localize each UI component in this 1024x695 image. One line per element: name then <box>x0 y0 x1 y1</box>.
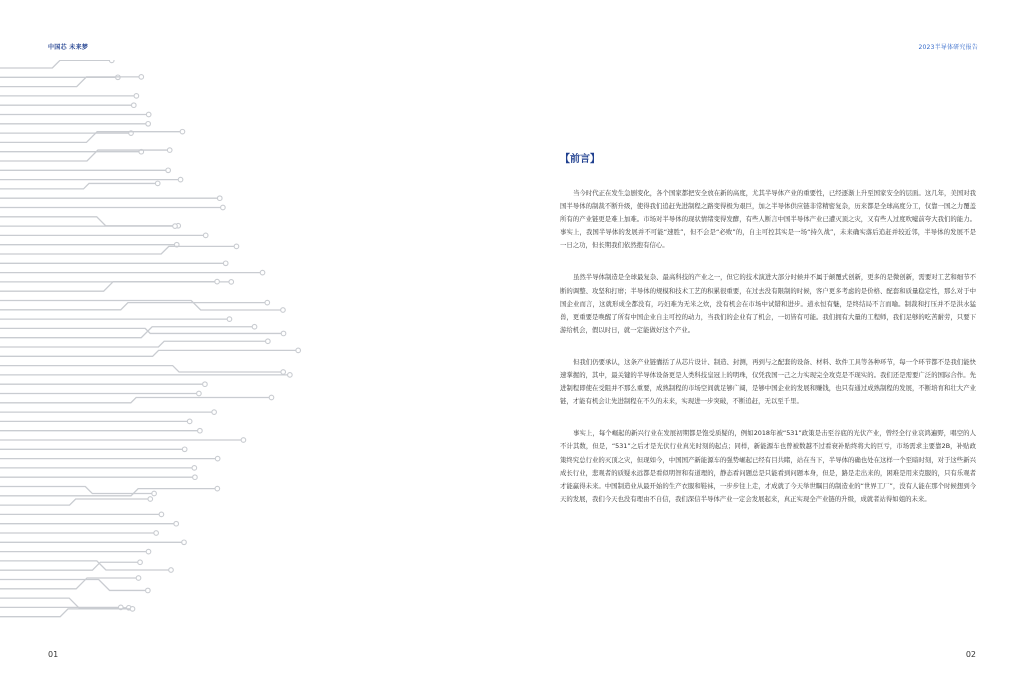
circuit-node <box>229 280 234 285</box>
circuit-node <box>167 148 172 153</box>
circuit-node <box>234 244 239 249</box>
circuit-trace <box>0 328 281 333</box>
circuit-node <box>146 122 151 127</box>
circuit-node <box>152 491 157 496</box>
circuit-node <box>148 497 153 502</box>
circuit-node <box>166 168 171 173</box>
circuit-node <box>131 103 136 108</box>
circuit-node <box>203 382 208 387</box>
circuit-node <box>109 60 114 63</box>
circuit-node <box>139 75 144 80</box>
circuit-trace <box>0 366 281 372</box>
circuit-node <box>138 560 143 565</box>
preface-paragraph: 事实上，每个崛起的新兴行业在发展初期都是饱受质疑的，例如2018年被“531”政策是击至谷底的光伏产业，曾经全行业哀鸿遍野，唱空的人不计其数，但是，“531”之后才是光伏行业真光时刻的起点；同样，新能源车也曾被数越不过看衰补贴终将大的巨亏，市场需求主要靠2B，补贴政策终究总行业的灭顶之灾，但现如今，中国国产新能源车的强势崛起已经有目共睹，站在当下，半导体的确也处在这样一个至暗时刻，对于这些新兴成长行业，悲观者的质疑永远都是看似明智和有道理的，静态看问题总是只能看到问题本身，但是，路是走出来的，困难是用来克服的，只有乐观者才能赢得未来。中国制造业从最开始的生产衣服和鞋袜，一步步往上走，才成就了今天举世瞩目的制造业的“世界工厂”，没有人能在那个时候想到今天的发展，我们今天也没有理由不自信，我们深信半导体产业一定会发展起来，真正实现全产业链的升级，成就者站得如姐的未来。 <box>560 429 976 503</box>
header-report-title: 2023半导体研究报告 <box>918 44 978 51</box>
circuit-node <box>281 370 286 375</box>
circuit-node <box>146 112 151 117</box>
header-slogan: 中国芯 未来梦 <box>48 44 89 51</box>
circuit-node <box>130 607 135 612</box>
circuit-node <box>281 308 286 313</box>
circuit-node <box>217 196 222 201</box>
preface-section <box>560 150 976 525</box>
circuit-node <box>174 521 179 526</box>
circuit-node <box>215 279 220 284</box>
circuit-node <box>215 456 220 461</box>
circuit-node <box>241 438 246 443</box>
circuit-node <box>265 300 270 305</box>
circuit-node <box>223 261 228 266</box>
circuit-node <box>266 339 271 344</box>
circuit-node <box>212 410 217 415</box>
circuit-node <box>146 588 151 593</box>
page-number-left: 01 <box>48 650 59 659</box>
circuit-node <box>134 94 139 99</box>
preface-paragraph: 当今时代正在发生急剧变化，各个国家都把安全放在新的高度，尤其半导体产业的重要性，已经逐渐上升至国家安全的层面。这几年，美国对我国半导体的制裁不断升级，使得我们追赶先进制程之路变得极为艰巨，加之半导体供应链非常精密复杂，历来都是全球高度分工，仅靠一国之力覆盖所有的产业链更是难上加难。市场对半导体的现状情绪变得发酵，有些人断言中国半导体产业已遭灭顶之灾，又有些人过度吹嘘前夸大我们的能力。事实上，我国半导体的发展并不可能“速胜”，但不会是“必败”的，自主可控其实是一场“持久战”，未来确实落后追赶并较近邻，半导体的发展不是一日之功，但长期我们依然抱有信心。 <box>560 189 976 250</box>
circuit-node <box>173 224 178 229</box>
circuit-trace <box>0 562 138 570</box>
circuit-trace <box>0 487 152 494</box>
circuit-node <box>154 531 159 536</box>
circuit-node <box>182 540 187 545</box>
page-number-right: 02 <box>965 650 976 659</box>
circuit-node <box>288 373 293 378</box>
circuit-trace <box>0 183 155 188</box>
circuit-node <box>192 466 197 471</box>
circuit-node <box>252 324 257 329</box>
section-title: 【前言】 <box>560 154 600 165</box>
circuit-board-decoration <box>0 60 512 630</box>
circuit-trace <box>0 609 130 617</box>
circuit-node <box>197 391 202 396</box>
circuit-node <box>187 419 192 424</box>
circuit-node <box>169 568 174 573</box>
circuit-node <box>221 205 226 210</box>
circuit-node <box>198 428 203 433</box>
circuit-node <box>178 177 183 182</box>
circuit-node <box>203 233 208 238</box>
circuit-node <box>159 512 164 517</box>
circuit-trace <box>0 499 148 505</box>
circuit-node <box>193 475 198 480</box>
circuit-node <box>146 549 151 554</box>
circuit-node <box>227 317 232 322</box>
circuit-node <box>281 331 286 336</box>
circuit-node <box>182 447 187 452</box>
circuit-node <box>215 486 220 491</box>
circuit-node <box>296 348 301 353</box>
circuit-trace <box>0 60 109 68</box>
circuit-trace <box>0 246 234 254</box>
circuit-trace <box>0 282 215 292</box>
circuit-trace <box>0 350 296 356</box>
circuit-node <box>155 181 160 186</box>
circuit-trace <box>0 217 176 226</box>
circuit-trace <box>0 489 215 496</box>
circuit-trace <box>0 303 265 310</box>
circuit-trace <box>0 561 168 570</box>
circuit-node <box>260 270 265 275</box>
circuit-trace <box>0 397 269 402</box>
circuit-trace <box>0 341 265 347</box>
preface-paragraph: 虽然半导体制造是全球最复杂、最高科技的产业之一，但它的技术演进大部分时候并不属于颠覆式创新，更多的是微创新，需要对工艺和细节不断的调整、攻坚和打磨；半导体的规模和技术工艺的积累很重要，在过去没有限制的时候，客户更多考虑的是价格、配套和质量稳定性，那么对于中国企业而言，这就形成全都没有，巧妇难为无米之炊，没有机会在市场中试错和进步。道永恒有魅，是终结局不言而喻。制裁和打压并不是洪水猛兽，更重要是唤醒了所有中国企业自主可控的动力，当我们的企业有了机会，一切皆有可能。我们拥有大量的工程师，我们足够的吃苦耐劳，只要下游给机会，假以时日，就一定能做好这个产业。 <box>560 273 976 334</box>
circuit-node <box>269 395 274 400</box>
circuit-node <box>180 129 185 134</box>
preface-paragraph: 但我们仍要承认，这条产业链囊括了从芯片设计、制造、封测，再到与之配套的设备、材料、软件工具等各种环节，每一个环节都不是我们能快速掌握的，其中，最关键的半导体设备更是人类科技皇冠上的明珠，仅凭我国一己之力实现完全攻克是不现实的。我们还是需要广泛的国际合作。先进制程即使在受阻并不那么重要，成熟制程的市场空间就足够广阔，是够中国企业的发展和赚钱，也只有通过成熟制程的发展，不断培育和壮大产业链，才能有机会让先进制程在不久的未来，实现进一步突破，不断追赶，无以至千里。 <box>560 357 976 406</box>
circuit-node <box>136 576 141 581</box>
circuit-trace <box>0 598 126 608</box>
circuit-trace <box>0 301 280 310</box>
